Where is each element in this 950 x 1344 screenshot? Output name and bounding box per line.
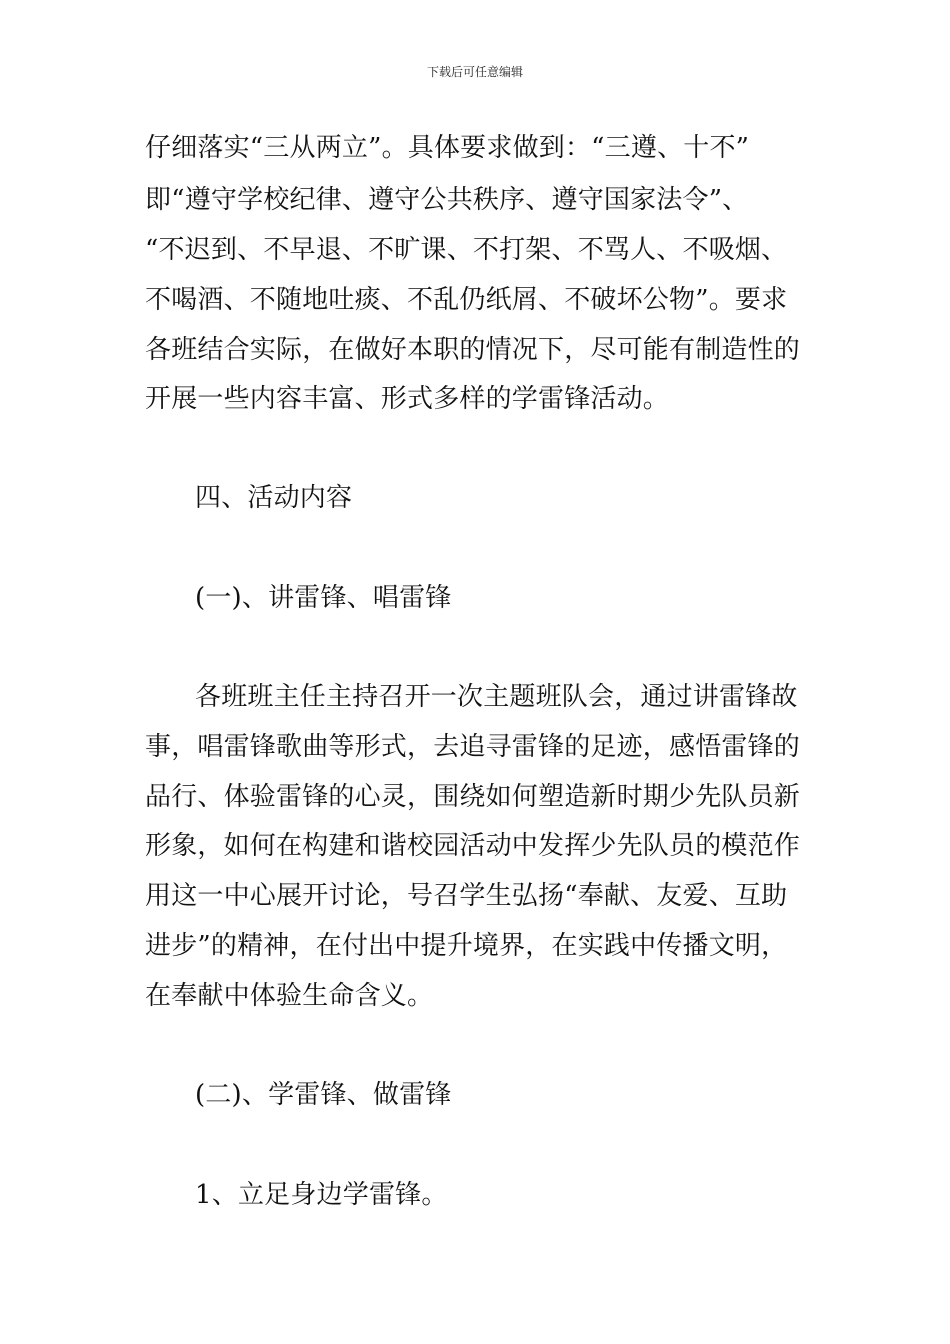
paragraph-1-line-5: 各班结合实际，在做好本职的情况下，尽可能有制造性的 [145, 335, 801, 365]
paragraph-2-line-3: 品行、体验雷锋的心灵，围绕如何塑造新时期少先队员新 [145, 782, 801, 812]
paragraph-2-line-6: 进步”的精神，在付出中提升境界，在实践中传播文明， [145, 931, 788, 961]
subheading-learn-do: (二)、学雷锋、做雷锋 [195, 1080, 452, 1110]
paragraph-1-line-3: “不迟到、不早退、不旷课、不打架、不骂人、不吸烟、 [145, 235, 788, 265]
paragraph-2-line-7: 在奉献中体验生命含义。 [145, 981, 434, 1011]
paragraph-1-line-2: 即“遵守学校纪律、遵守公共秩序、遵守国家法令”、 [145, 185, 749, 215]
paragraph-1-line-6: 开展一些内容丰富、形式多样的学雷锋活动。 [145, 384, 670, 414]
list-item-1: 1、立足身边学雷锋。 [195, 1180, 448, 1210]
paragraph-2-line-1: 各班班主任主持召开一次主题班队会，通过讲雷锋故 [195, 682, 798, 712]
page-header: 下载后可任意编辑 [426, 65, 523, 79]
paragraph-1-line-1: 仔细落实“三从两立”。具体要求做到：“三遵、十不” [145, 133, 750, 163]
subheading-tell-sing: (一)、讲雷锋、唱雷锋 [195, 583, 452, 613]
section-heading-activity-content: 四、活动内容 [195, 483, 353, 513]
paragraph-2-line-2: 事，唱雷锋歌曲等形式，去追寻雷锋的足迹，感悟雷锋的 [145, 732, 801, 762]
paragraph-2-line-4: 形象，如何在构建和谐校园活动中发挥少先队员的模范作 [145, 831, 801, 861]
paragraph-1-line-4: 不喝酒、不随地吐痰、不乱仍纸屑、不破坏公物”。要求 [145, 285, 788, 315]
paragraph-2-line-5: 用这一中心展开讨论，号召学生弘扬“奉献、友爱、互助 [145, 881, 788, 911]
